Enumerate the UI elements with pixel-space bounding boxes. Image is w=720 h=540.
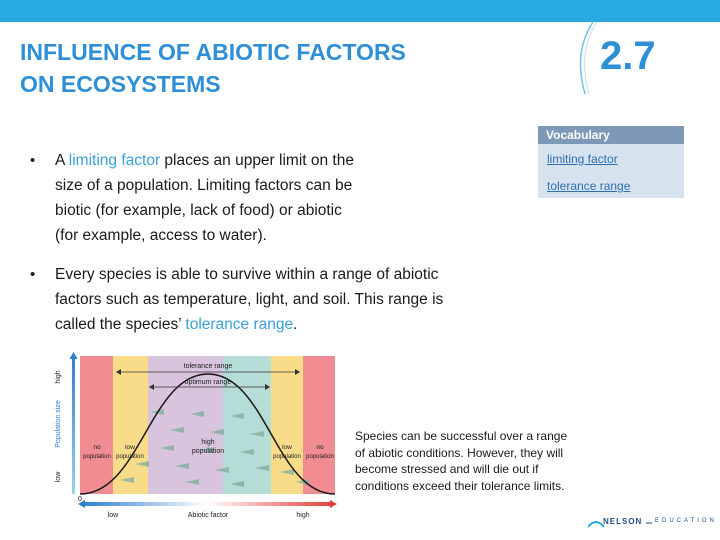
origin-label: 0 [78, 496, 82, 503]
zone-label-population: population [191, 448, 225, 455]
zone-high-population-right [223, 356, 271, 494]
vocabulary-heading: Vocabulary [538, 126, 684, 144]
zone-no-population-right [303, 356, 335, 494]
figure-caption [355, 428, 615, 494]
zone-label-population: population [116, 454, 144, 460]
y-axis-low-label: low [55, 471, 62, 483]
optimum-range-label: optimum range [184, 379, 232, 386]
bullet-1-line-4: (for example, access to water). [55, 227, 267, 244]
x-axis-bar [82, 502, 332, 506]
bullet-2-line-2: factors such as temperature, light, and soil. This range is [55, 291, 444, 308]
zone-label-low-left: low [125, 444, 135, 451]
zone-label-population: population [83, 454, 111, 460]
term-tolerance-range: tolerance range [185, 316, 294, 333]
zone-label-no-left: no [93, 444, 101, 451]
logo-nelson-text: NELSON [603, 517, 643, 526]
zone-high-population-left [148, 356, 223, 494]
y-axis-bar [72, 356, 75, 494]
vocab-link-limiting-factor[interactable]: limiting factor [547, 152, 618, 166]
bullet-marker: • [30, 266, 36, 283]
bullet-2-line-3: called the species’ tolerance range. [55, 316, 298, 333]
x-axis-high-label: high [296, 512, 310, 519]
y-axis-title: Population size [55, 400, 62, 448]
term-limiting-factor: limiting factor [68, 152, 161, 169]
x-axis-low-label: low [107, 512, 119, 519]
bullet-1-line-3: biotic (for example, lack of food) or abiotic [55, 202, 342, 219]
zone-no-population-left [80, 356, 113, 494]
title-line-1: INFLUENCE OF ABIOTIC FACTORS [20, 39, 406, 65]
bullet-1-line-1: A limiting factor places an upper limit on the [55, 152, 354, 169]
y-axis-arrow-icon [70, 352, 78, 359]
zone-label-no-right: no [316, 444, 324, 451]
tolerance-range-label: tolerance range [183, 363, 233, 370]
x-axis-right-arrow-icon [330, 500, 337, 508]
caption-line: become stressed and will die out if [355, 462, 539, 476]
tolerance-range-figure [50, 352, 345, 522]
caption-line: Species can be successful over a range [355, 429, 568, 443]
zone-label-low-right: low [282, 444, 292, 451]
logo-education-text: EDUCATION [655, 518, 717, 524]
slide-title [20, 36, 540, 100]
caption-line: conditions exceed their tolerance limits. [355, 478, 565, 493]
caption-line: of abiotic conditions. However, they will [355, 445, 564, 460]
bullet-1-line-2: size of a population. Limiting factors can be [55, 177, 353, 194]
bullet-1-text [55, 148, 354, 248]
bullet-marker: • [30, 152, 36, 169]
vocab-link-tolerance-range[interactable]: tolerance range [547, 179, 631, 193]
top-accent-bar [0, 0, 720, 22]
zone-label-population: population [306, 454, 334, 460]
y-axis-high-label: high [55, 370, 62, 384]
title-line-2: ON ECOSYSTEMS [20, 71, 221, 97]
x-axis-title: Abiotic factor [187, 512, 229, 519]
zone-label-high: high [201, 439, 215, 446]
zone-label-population: population [273, 454, 301, 460]
bullet-2-text [55, 262, 443, 337]
bullet-2-line-1: Every species is able to survive within a range of abiotic [55, 266, 439, 283]
section-number: 2.7 [600, 34, 656, 78]
